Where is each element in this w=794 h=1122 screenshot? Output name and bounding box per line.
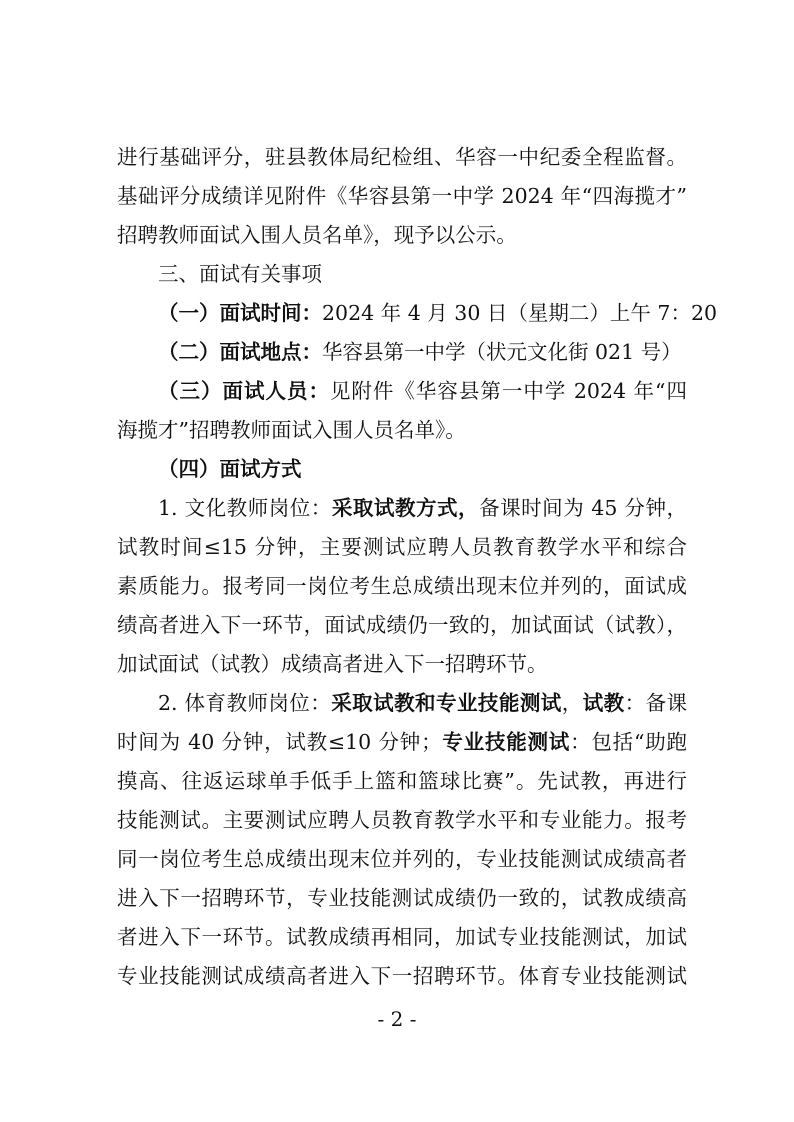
subsection-text: 见附件《华容县第一中学 2024 年“四 [329,379,687,403]
subsection-label: （三）面试人员： [158,379,330,403]
line-separator: ， [561,691,583,715]
page-number: - 2 - [377,1007,417,1031]
body-line: 摸高、往返运球单手低手上篮和篮球比赛”。先试教，再进行 [117,769,687,793]
line-suffix: ：备课 [624,691,688,715]
emphasis-text: 采取试教方式， [331,496,480,520]
body-line [158,494,687,522]
body-line: 进行基础评分，驻县教体局纪检组、华容一中纪委全程监督。 [117,145,687,169]
subsection-heading: （四）面试方式 [158,457,302,481]
line-suffix: 备课时间为 45 分钟， [479,496,687,520]
body-line [158,689,687,717]
body-line: 进入下一招聘环节，专业技能测试成绩仍一致的，试教成绩高 [117,886,687,910]
subsection-line [158,377,687,405]
subsection-line [158,338,682,366]
subsection-text: 华容县第一中学（状元文化街 021 号） [322,340,682,364]
emphasis-text: 专业技能测试 [441,730,571,754]
subsection-line [158,299,718,327]
body-line: 技能测试。主要测试应聘人员教育教学水平和专业能力。报考 [117,808,687,832]
line-prefix: 1. 文化教师岗位： [158,496,332,520]
body-line: 素质能力。报考同一岗位考生总成绩出现末位并列的，面试成 [117,574,687,598]
body-line: 专业技能测试成绩高者进入下一招聘环节。体育专业技能测试 [117,964,687,988]
emphasis-text: 试教 [582,691,625,715]
subsection-label: （一）面试时间： [158,301,322,325]
body-line: 试教时间≤15 分钟，主要测试应聘人员教育教学水平和综合 [117,535,687,559]
section-heading: 三、面试有关事项 [158,262,322,286]
subsection-text: 2024 年 4 月 30 日（星期二）上午 7：20 [322,301,718,325]
body-line: 基础评分成绩详见附件《华容县第一中学 2024 年“四海揽才” [117,184,687,208]
body-line: 同一岗位考生总成绩出现末位并列的，专业技能测试成绩高者 [117,847,687,871]
line-prefix: 2. 体育教师岗位： [158,691,332,715]
body-line: 加试面试（试教）成绩高者进入下一招聘环节。 [117,652,548,676]
line-suffix: ：包括“助跑 [570,730,687,754]
body-line: 海揽才”招聘教师面试入围人员名单》。 [117,418,466,442]
line-prefix: 时间为 40 分钟，试教≤10 分钟； [117,730,442,754]
emphasis-text: 采取试教和专业技能测试 [331,691,562,715]
body-line: 绩高者进入下一环节，面试成绩仍一致的，加试面试（试教）， [117,613,687,637]
body-line [117,728,687,756]
subsection-label: （二）面试地点： [158,340,322,364]
body-line: 者进入下一环节。试教成绩再相同，加试专业技能测试，加试 [117,925,687,949]
body-line: 招聘教师面试入围人员名单》，现予以公示。 [117,223,517,247]
